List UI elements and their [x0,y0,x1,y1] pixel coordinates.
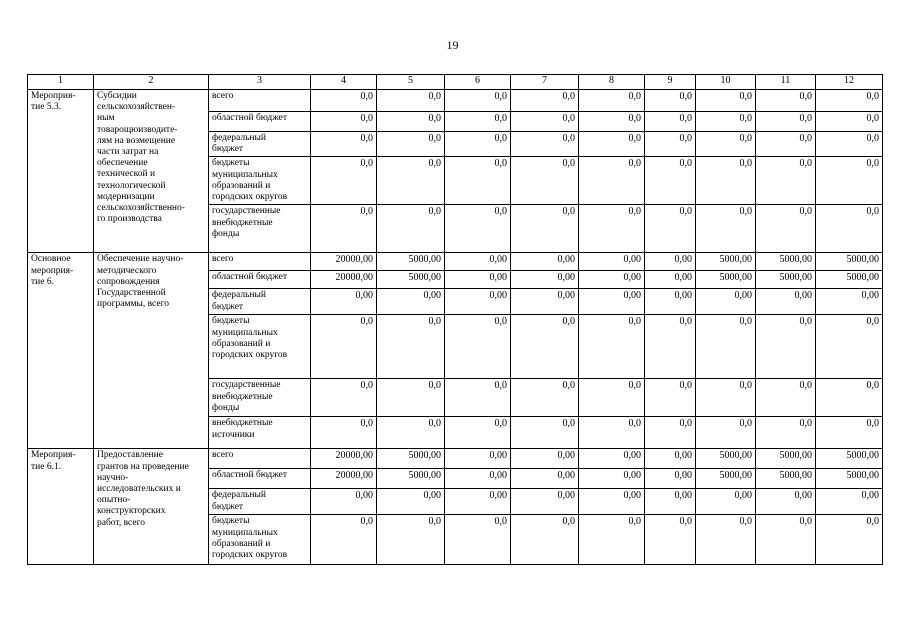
value-cell: 0,0 [511,112,579,132]
value-cell: 5000,00 [377,469,445,489]
value-cell: 0,0 [645,90,696,112]
value-cell: 0,0 [579,132,645,157]
value-cell: 20000,00 [311,253,377,271]
value-cell: 5000,00 [377,271,445,289]
value-cell: 0,0 [816,379,883,417]
column-header: 9 [645,75,696,90]
value-cell: 0,0 [511,515,579,565]
value-cell: 0,0 [816,515,883,565]
value-cell: 0,0 [511,132,579,157]
column-header: 2 [94,75,209,90]
column-header: 12 [816,75,883,90]
value-cell: 0,00 [511,289,579,315]
value-cell: 0,0 [696,315,756,379]
value-cell: 5000,00 [756,253,816,271]
funding-source-cell: государственные внебюджетные фонды [209,205,311,253]
value-cell: 0,0 [579,90,645,112]
value-cell: 0,0 [311,112,377,132]
value-cell: 0,0 [377,315,445,379]
value-cell: 0,0 [377,379,445,417]
value-cell: 0,00 [645,469,696,489]
value-cell: 5000,00 [696,271,756,289]
value-cell: 0,0 [511,417,579,449]
value-cell: 0,0 [696,157,756,205]
value-cell: 0,0 [696,90,756,112]
value-cell: 0,0 [377,132,445,157]
value-cell: 0,00 [445,449,511,469]
value-cell: 0,00 [579,449,645,469]
value-cell: 0,0 [756,90,816,112]
value-cell: 0,00 [445,253,511,271]
value-cell: 0,0 [445,205,511,253]
value-cell: 0,0 [445,515,511,565]
value-cell: 5000,00 [816,253,883,271]
value-cell: 5000,00 [816,469,883,489]
funding-source-cell: бюджеты муниципальных образований и городских округов [209,157,311,205]
value-cell: 0,0 [377,90,445,112]
value-cell: 0,0 [445,132,511,157]
budget-table [27,74,883,565]
value-cell: 0,0 [645,205,696,253]
value-cell: 5000,00 [696,449,756,469]
value-cell: 0,00 [511,253,579,271]
value-cell: 0,0 [311,417,377,449]
value-cell: 0,00 [696,289,756,315]
value-cell: 0,0 [645,112,696,132]
value-cell: 0,0 [645,379,696,417]
funding-source-cell: всего [209,449,311,469]
value-cell: 0,0 [816,90,883,112]
value-cell: 0,00 [645,253,696,271]
value-cell: 0,0 [377,157,445,205]
value-cell: 0,00 [816,489,883,515]
value-cell: 0,0 [511,379,579,417]
value-cell: 0,00 [696,489,756,515]
value-cell: 0,0 [756,417,816,449]
value-cell: 0,0 [311,205,377,253]
value-cell: 0,00 [579,489,645,515]
activity-code-cell: Мероприя- тие 5.3. [28,90,94,253]
value-cell: 5000,00 [377,253,445,271]
value-cell: 0,0 [816,112,883,132]
column-header: 1 [28,75,94,90]
value-cell: 0,0 [311,379,377,417]
value-cell: 0,00 [756,289,816,315]
value-cell: 0,0 [816,417,883,449]
value-cell: 0,0 [445,417,511,449]
funding-source-cell: областной бюджет [209,112,311,132]
value-cell: 0,00 [645,489,696,515]
header-row [28,75,883,90]
value-cell: 0,0 [445,379,511,417]
value-cell: 0,00 [445,489,511,515]
value-cell: 0,0 [756,112,816,132]
column-header: 4 [311,75,377,90]
funding-source-cell: областной бюджет [209,271,311,289]
table-row [28,90,883,112]
value-cell: 20000,00 [311,449,377,469]
column-header: 3 [209,75,311,90]
value-cell: 0,00 [445,271,511,289]
value-cell: 5000,00 [816,271,883,289]
activity-name-cell: Субсидии сельскохозяйствен- ным товарощюизводите- лям на возмещение части затрат на обеспечение технической и технологической модернизации сельскохозяйственно- го производства [94,90,209,253]
value-cell: 0,0 [311,157,377,205]
value-cell: 20000,00 [311,469,377,489]
value-cell: 0,0 [579,379,645,417]
value-cell: 5000,00 [696,469,756,489]
column-header: 6 [445,75,511,90]
value-cell: 0,0 [756,157,816,205]
value-cell: 0,00 [579,271,645,289]
table-row [28,253,883,271]
value-cell: 0,00 [445,469,511,489]
value-cell: 0,00 [816,289,883,315]
value-cell: 0,0 [816,132,883,157]
funding-source-cell: областной бюджет [209,469,311,489]
value-cell: 0,00 [377,289,445,315]
value-cell: 0,0 [696,205,756,253]
value-cell: 20000,00 [311,271,377,289]
value-cell: 0,0 [645,315,696,379]
value-cell: 0,00 [511,469,579,489]
value-cell: 0,00 [579,253,645,271]
funding-source-cell: федеральный бюджет [209,132,311,157]
table-row [28,449,883,469]
value-cell: 0,00 [511,449,579,469]
value-cell: 0,0 [756,515,816,565]
funding-source-cell: бюджеты муниципальных образований и городских округов [209,315,311,379]
value-cell: 0,0 [645,417,696,449]
value-cell: 0,0 [445,315,511,379]
funding-source-cell: федеральный бюджет [209,289,311,315]
value-cell: 5000,00 [756,469,816,489]
value-cell: 0,00 [445,289,511,315]
value-cell: 0,0 [756,132,816,157]
value-cell: 0,0 [645,515,696,565]
value-cell: 0,00 [511,489,579,515]
column-header: 8 [579,75,645,90]
value-cell: 0,0 [377,515,445,565]
value-cell: 0,00 [311,489,377,515]
value-cell: 0,00 [645,449,696,469]
value-cell: 0,0 [579,417,645,449]
activity-code-cell: Основное мероприя- тие 6. [28,253,94,449]
value-cell: 5000,00 [377,449,445,469]
column-header: 10 [696,75,756,90]
page-number: 19 [446,38,459,52]
value-cell: 0,0 [311,90,377,112]
value-cell: 0,0 [377,205,445,253]
value-cell: 0,0 [311,515,377,565]
funding-source-cell: федеральный бюджет [209,489,311,515]
funding-source-cell: государственные внебюджетные фонды [209,379,311,417]
column-header: 7 [511,75,579,90]
value-cell: 0,00 [645,271,696,289]
value-cell: 0,0 [511,90,579,112]
value-cell: 0,0 [816,205,883,253]
value-cell: 0,0 [511,315,579,379]
value-cell: 0,00 [645,289,696,315]
value-cell: 0,0 [696,515,756,565]
value-cell: 0,0 [511,205,579,253]
value-cell: 0,0 [696,112,756,132]
value-cell: 0,00 [579,289,645,315]
column-header: 11 [756,75,816,90]
value-cell: 0,0 [756,379,816,417]
funding-source-cell: внебюджетные источники [209,417,311,449]
value-cell: 0,0 [756,315,816,379]
column-header: 5 [377,75,445,90]
value-cell: 0,00 [311,289,377,315]
value-cell: 0,0 [816,315,883,379]
activity-name-cell: Предоставление грантов на проведение научно- исследовательских и опытно- конструкторских работ, всего [94,449,209,565]
value-cell: 0,0 [377,417,445,449]
funding-source-cell: бюджеты муниципальных образований и городских округов [209,515,311,565]
value-cell: 5000,00 [816,449,883,469]
value-cell: 0,00 [756,489,816,515]
value-cell: 5000,00 [696,253,756,271]
funding-source-cell: всего [209,90,311,112]
activity-code-cell: Мероприя- тие 6.1. [28,449,94,565]
value-cell: 5000,00 [756,271,816,289]
value-cell: 0,00 [511,271,579,289]
value-cell: 0,0 [696,379,756,417]
value-cell: 0,0 [579,515,645,565]
value-cell: 0,0 [579,205,645,253]
value-cell: 0,0 [645,157,696,205]
value-cell: 0,00 [377,489,445,515]
value-cell: 0,0 [511,157,579,205]
value-cell: 5000,00 [756,449,816,469]
value-cell: 0,0 [445,157,511,205]
activity-name-cell: Обеспечение научно- методического сопровождения Государственной программы, всего [94,253,209,449]
value-cell: 0,0 [645,132,696,157]
value-cell: 0,00 [579,469,645,489]
value-cell: 0,0 [445,112,511,132]
value-cell: 0,0 [377,112,445,132]
value-cell: 0,0 [579,157,645,205]
value-cell: 0,0 [311,315,377,379]
value-cell: 0,0 [579,112,645,132]
value-cell: 0,0 [696,132,756,157]
value-cell: 0,0 [816,157,883,205]
table-body [28,90,883,565]
value-cell: 0,0 [579,315,645,379]
value-cell: 0,0 [311,132,377,157]
funding-source-cell: всего [209,253,311,271]
value-cell: 0,0 [445,90,511,112]
value-cell: 0,0 [756,205,816,253]
value-cell: 0,0 [696,417,756,449]
